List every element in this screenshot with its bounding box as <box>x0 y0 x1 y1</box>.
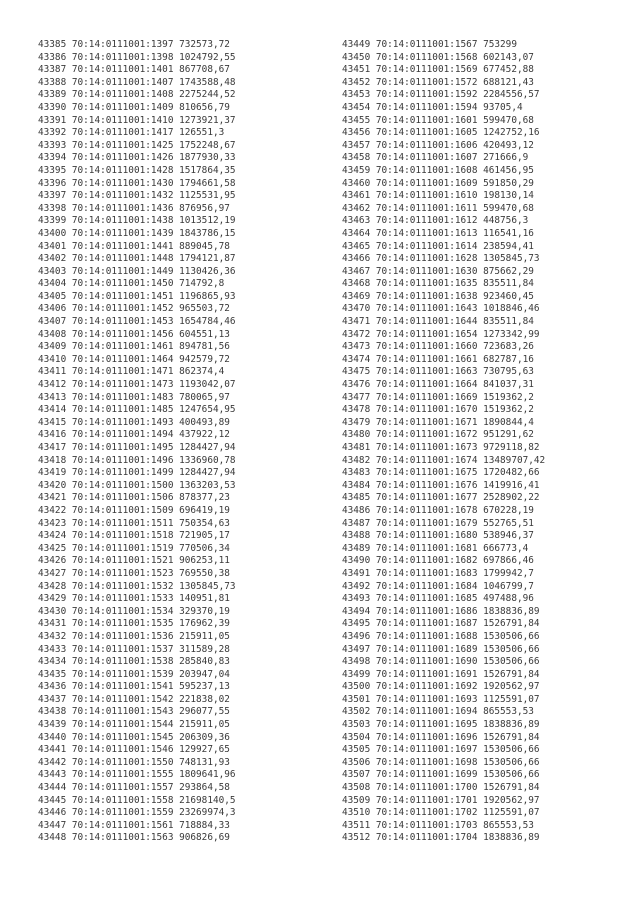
table-row: 43412 70:14:0111001:1473 1193042,07 <box>38 379 236 391</box>
table-row: 43465 70:14:0111001:1614 238594,41 <box>342 240 534 252</box>
table-row: 43482 70:14:0111001:1674 13489707,42 <box>342 454 546 466</box>
table-row: 43461 70:14:0111001:1610 198130,14 <box>342 190 534 202</box>
table-row: 43502 70:14:0111001:1694 865553,53 <box>342 706 534 718</box>
table-row: 43428 70:14:0111001:1532 1305845,73 <box>38 580 236 592</box>
table-row: 43442 70:14:0111001:1550 748131,93 <box>38 756 230 768</box>
table-row: 43458 70:14:0111001:1607 271666,9 <box>342 152 529 164</box>
table-row: 43450 70:14:0111001:1568 602143,07 <box>342 51 534 63</box>
table-row: 43473 70:14:0111001:1660 723683,26 <box>342 341 534 353</box>
table-row: 43497 70:14:0111001:1689 1530506,66 <box>342 643 540 655</box>
table-row: 43446 70:14:0111001:1559 23269974,3 <box>38 807 236 819</box>
table-row: 43455 70:14:0111001:1601 599470,68 <box>342 114 534 126</box>
table-row: 43489 70:14:0111001:1681 666773,4 <box>342 542 529 554</box>
table-row: 43469 70:14:0111001:1638 923460,45 <box>342 290 534 302</box>
table-row: 43475 70:14:0111001:1663 730795,63 <box>342 366 534 378</box>
table-row: 43414 70:14:0111001:1485 1247654,95 <box>38 404 236 416</box>
table-row: 43418 70:14:0111001:1496 1336960,78 <box>38 454 236 466</box>
table-row: 43466 70:14:0111001:1628 1305845,73 <box>342 253 540 265</box>
table-row: 43436 70:14:0111001:1541 595237,13 <box>38 681 230 693</box>
table-row: 43439 70:14:0111001:1544 215911,05 <box>38 719 230 731</box>
table-row: 43394 70:14:0111001:1426 1877930,33 <box>38 152 236 164</box>
table-row: 43492 70:14:0111001:1684 1046799,7 <box>342 580 534 592</box>
table-row: 43456 70:14:0111001:1605 1242752,16 <box>342 127 540 139</box>
table-row: 43393 70:14:0111001:1425 1752248,67 <box>38 139 236 151</box>
left-column <box>38 39 236 845</box>
table-row: 43468 70:14:0111001:1635 835511,84 <box>342 278 534 290</box>
table-row: 43403 70:14:0111001:1449 1130426,36 <box>38 265 236 277</box>
table-row: 43495 70:14:0111001:1687 1526791,84 <box>342 618 540 630</box>
table-row: 43504 70:14:0111001:1696 1526791,84 <box>342 731 540 743</box>
table-row: 43470 70:14:0111001:1643 1018846,46 <box>342 303 540 315</box>
table-row: 43422 70:14:0111001:1509 696419,19 <box>38 504 230 516</box>
table-row: 43460 70:14:0111001:1609 591850,29 <box>342 177 534 189</box>
table-row: 43431 70:14:0111001:1535 176962,39 <box>38 618 230 630</box>
table-row: 43479 70:14:0111001:1671 1890844,4 <box>342 416 534 428</box>
table-row: 43417 70:14:0111001:1495 1284427,94 <box>38 442 236 453</box>
table-row: 43451 70:14:0111001:1569 677452,88 <box>342 64 534 76</box>
table-row: 43432 70:14:0111001:1536 215911,05 <box>38 630 230 642</box>
table-row: 43413 70:14:0111001:1483 780065,97 <box>38 391 230 403</box>
table-row: 43385 70:14:0111001:1397 732573,72 <box>38 39 230 50</box>
table-row: 43485 70:14:0111001:1677 2528902,22 <box>342 492 540 504</box>
table-row: 43435 70:14:0111001:1539 203947,04 <box>38 668 230 680</box>
table-row: 43424 70:14:0111001:1518 721905,17 <box>38 530 230 542</box>
table-row: 43463 70:14:0111001:1612 448756,3 <box>342 215 529 227</box>
table-row: 43471 70:14:0111001:1644 835511,84 <box>342 316 534 328</box>
table-row: 43481 70:14:0111001:1673 9729118,82 <box>342 442 540 453</box>
table-row: 43395 70:14:0111001:1428 1517864,35 <box>38 164 236 176</box>
table-row: 43390 70:14:0111001:1409 810656,79 <box>38 101 230 113</box>
table-row: 43401 70:14:0111001:1441 889045,78 <box>38 240 230 252</box>
table-row: 43420 70:14:0111001:1500 1363203,53 <box>38 479 236 491</box>
table-row: 43505 70:14:0111001:1697 1530506,66 <box>342 744 540 756</box>
table-row: 43500 70:14:0111001:1692 1920562,97 <box>342 681 540 693</box>
table-row: 43506 70:14:0111001:1698 1530506,66 <box>342 756 540 768</box>
table-row: 43511 70:14:0111001:1703 865553,53 <box>342 819 534 831</box>
table-row: 43426 70:14:0111001:1521 906253,11 <box>38 555 230 567</box>
table-row: 43423 70:14:0111001:1511 750354,63 <box>38 517 230 529</box>
table-row: 43493 70:14:0111001:1685 497488,96 <box>342 593 534 605</box>
table-row: 43388 70:14:0111001:1407 1743588,48 <box>38 76 236 88</box>
table-row: 43387 70:14:0111001:1401 867708,67 <box>38 64 230 76</box>
table-row: 43410 70:14:0111001:1464 942579,72 <box>38 353 230 365</box>
table-row: 43434 70:14:0111001:1538 285840,83 <box>38 656 230 668</box>
table-row: 43486 70:14:0111001:1678 670228,19 <box>342 504 534 516</box>
table-row: 43421 70:14:0111001:1506 878377,23 <box>38 492 230 504</box>
table-row: 43467 70:14:0111001:1630 875662,29 <box>342 265 534 277</box>
right-column <box>342 39 545 845</box>
table-row: 43447 70:14:0111001:1561 718884,33 <box>38 819 230 831</box>
table-row: 43404 70:14:0111001:1450 714792,8 <box>38 278 225 290</box>
table-row: 43402 70:14:0111001:1448 1794121,87 <box>38 253 236 265</box>
table-row: 43487 70:14:0111001:1679 552765,51 <box>342 517 534 529</box>
table-row: 43509 70:14:0111001:1701 1920562,97 <box>342 794 540 806</box>
table-row: 43488 70:14:0111001:1680 538946,37 <box>342 530 534 542</box>
table-row: 43490 70:14:0111001:1682 697866,46 <box>342 555 534 567</box>
table-row: 43476 70:14:0111001:1664 841037,31 <box>342 379 534 391</box>
table-row: 43445 70:14:0111001:1558 21698140,5 <box>38 794 236 806</box>
table-row: 43430 70:14:0111001:1534 329370,19 <box>38 605 230 617</box>
table-row: 43452 70:14:0111001:1572 688121,43 <box>342 76 534 88</box>
table-row: 43508 70:14:0111001:1700 1526791,84 <box>342 782 540 794</box>
table-row: 43448 70:14:0111001:1563 906826,69 <box>38 832 230 844</box>
table-row: 43419 70:14:0111001:1499 1284427,94 <box>38 467 236 479</box>
table-row: 43415 70:14:0111001:1493 400493,89 <box>38 416 230 428</box>
table-row: 43499 70:14:0111001:1691 1526791,84 <box>342 668 540 680</box>
table-row: 43392 70:14:0111001:1417 126551,3 <box>38 127 225 139</box>
table-row: 43391 70:14:0111001:1410 1273921,37 <box>38 114 236 126</box>
table-row: 43472 70:14:0111001:1654 1273342,99 <box>342 328 540 340</box>
table-row: 43416 70:14:0111001:1494 437922,12 <box>38 429 230 441</box>
table-row: 43501 70:14:0111001:1693 1125591,07 <box>342 693 540 705</box>
table-row: 43510 70:14:0111001:1702 1125591,07 <box>342 807 540 819</box>
table-row: 43405 70:14:0111001:1451 1196865,93 <box>38 290 236 302</box>
table-row: 43512 70:14:0111001:1704 1838836,89 <box>342 832 540 844</box>
table-row: 43425 70:14:0111001:1519 770506,34 <box>38 542 230 554</box>
table-row: 43507 70:14:0111001:1699 1530506,66 <box>342 769 540 781</box>
table-row: 43478 70:14:0111001:1670 1519362,2 <box>342 404 534 416</box>
table-row: 43474 70:14:0111001:1661 682787,16 <box>342 353 534 365</box>
table-row: 43389 70:14:0111001:1408 2275244,52 <box>38 89 236 101</box>
table-row: 43494 70:14:0111001:1686 1838836,89 <box>342 605 540 617</box>
table-row: 43453 70:14:0111001:1592 2284556,57 <box>342 89 540 101</box>
table-row: 43462 70:14:0111001:1611 599470,68 <box>342 202 534 214</box>
table-row: 43386 70:14:0111001:1398 1024792,55 <box>38 51 236 63</box>
table-row: 43427 70:14:0111001:1523 769550,38 <box>38 567 230 579</box>
table-row: 43441 70:14:0111001:1546 129927,65 <box>38 744 230 756</box>
table-row: 43408 70:14:0111001:1456 604551,13 <box>38 328 230 340</box>
table-row: 43438 70:14:0111001:1543 296077,55 <box>38 706 230 718</box>
table-row: 43496 70:14:0111001:1688 1530506,66 <box>342 630 540 642</box>
table-row: 43484 70:14:0111001:1676 1419916,41 <box>342 479 540 491</box>
table-row: 43480 70:14:0111001:1672 951291,62 <box>342 429 534 441</box>
table-row: 43503 70:14:0111001:1695 1838836,89 <box>342 719 540 731</box>
table-row: 43400 70:14:0111001:1439 1843786,15 <box>38 227 236 239</box>
table-row: 43407 70:14:0111001:1453 1654784,46 <box>38 316 236 328</box>
table-row: 43429 70:14:0111001:1533 140951,81 <box>38 593 230 605</box>
table-row: 43477 70:14:0111001:1669 1519362,2 <box>342 391 534 403</box>
table-row: 43444 70:14:0111001:1557 293864,58 <box>38 782 230 794</box>
table-row: 43433 70:14:0111001:1537 311589,28 <box>38 643 230 655</box>
table-row: 43437 70:14:0111001:1542 221838,02 <box>38 693 230 705</box>
table-row: 43449 70:14:0111001:1567 753299 <box>342 39 517 50</box>
table-row: 43409 70:14:0111001:1461 894781,56 <box>38 341 230 353</box>
table-row: 43459 70:14:0111001:1608 461456,95 <box>342 164 534 176</box>
table-row: 43406 70:14:0111001:1452 965503,72 <box>38 303 230 315</box>
table-row: 43483 70:14:0111001:1675 1720482,66 <box>342 467 540 479</box>
table-row: 43464 70:14:0111001:1613 116541,16 <box>342 227 534 239</box>
table-row: 43398 70:14:0111001:1436 876956,97 <box>38 202 230 214</box>
table-row: 43399 70:14:0111001:1438 1013512,19 <box>38 215 236 227</box>
table-row: 43443 70:14:0111001:1555 1809641,96 <box>38 769 236 781</box>
table-row: 43498 70:14:0111001:1690 1530506,66 <box>342 656 540 668</box>
table-row: 43454 70:14:0111001:1594 93705,4 <box>342 101 523 113</box>
table-row: 43491 70:14:0111001:1683 1799942,7 <box>342 567 534 579</box>
table-row: 43396 70:14:0111001:1430 1794661,58 <box>38 177 236 189</box>
table-row: 43440 70:14:0111001:1545 206309,36 <box>38 731 230 743</box>
table-row: 43411 70:14:0111001:1471 862374,4 <box>38 366 225 378</box>
table-row: 43397 70:14:0111001:1432 1125531,95 <box>38 190 236 202</box>
table-row: 43457 70:14:0111001:1606 420493,12 <box>342 139 534 151</box>
